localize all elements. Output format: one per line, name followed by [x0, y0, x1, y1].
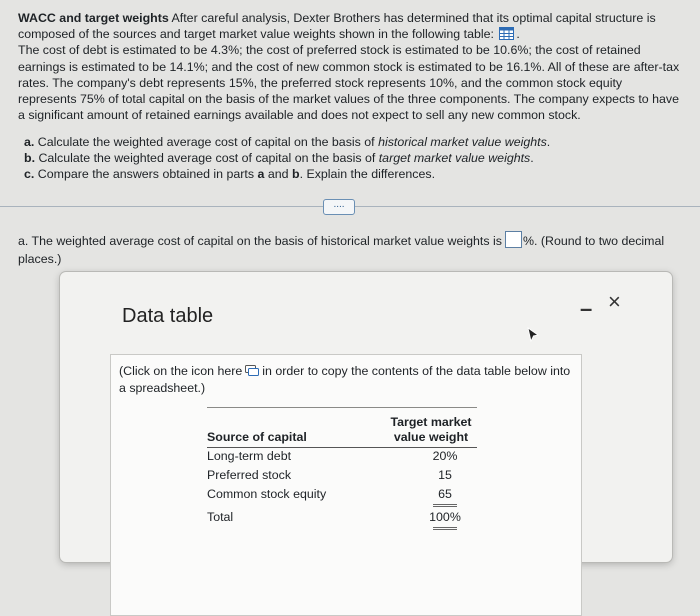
copy-instructions: (Click on the icon here in order to copy the contents of the data table below into a spreadsheet.) — [119, 364, 571, 395]
total-rule-double — [433, 529, 457, 530]
problem-intro-a: After careful analysis, Dexter Brothers has determined that its optimal capital structure is composed of the sources and target market value weights shown in the following table: — [18, 11, 656, 42]
table-row-total: Total 100% — [207, 510, 461, 524]
modal-title: Data table — [122, 305, 214, 327]
header-target-weight: Target market value weight — [390, 415, 472, 444]
header-rule — [207, 447, 477, 448]
part-b: b. Calculate the weighted average cost of capital on the basis of target market value weights. — [24, 151, 534, 166]
part-a: a. Calculate the weighted average cost of capital on the basis of historical market value weights. — [24, 135, 551, 149]
sum-rule — [433, 504, 457, 505]
table-row: Long-term debt 20% — [207, 449, 458, 463]
question-parts-list — [24, 134, 550, 183]
table-grid-icon[interactable] — [499, 27, 514, 40]
data-table-panel — [110, 354, 582, 616]
data-table-modal — [60, 272, 672, 562]
question-a-text: a. The weighted average cost of capital on the basis of historical market value weights is — [18, 234, 502, 248]
close-button[interactable]: × — [608, 289, 621, 314]
total-rule — [433, 527, 457, 528]
problem-statement: WACC and target weights After careful analysis, Dexter Brothers has determined that its optimal capital structure is composed of the sources and target market value weights shown in the following table: . The cost of debt is estimated to be 4.3%; the cost of preferred stock is estimated to be 10.6%; the cost of retained earnings is estimated to be 14.1%; and the cost of new common stock is estimated to be 16.1%. All of these are after-tax rates. The company's debt represents 15%, the preferred stock represents 10%, and the common stock equity represents 75% of total capital on the basis of the market values of the three components. The company expects to have a significant amount of retained earnings available and does not expect to sell any new common stock. — [18, 11, 680, 123]
table-top-rule — [207, 407, 477, 408]
table-row: Preferred stock 15 — [207, 468, 452, 482]
minimize-button[interactable]: – — [580, 296, 593, 321]
question-a — [18, 231, 678, 268]
expand-more-button[interactable]: .... — [323, 199, 355, 215]
sum-rule-double — [433, 506, 457, 507]
header-source: Source of capital — [207, 430, 307, 444]
answer-input[interactable] — [505, 231, 522, 248]
problem-intro-b: The cost of debt is estimated to be 4.3%; the cost of preferred stock is estimated to be 10.6%; the cost of retained earnings is estimated to be 14.1%; and the cost of new common stock is estimated to be 16.1%. All of these are after-tax rates. The company's debt represents 15%, the preferred stock represents 10%, and the common stock equity represents 75% of total capital on the basis of the market values of the three components. The company expects to have a significant amount of retained earnings available and does not expect to sell any new common stock. — [18, 43, 680, 123]
copy-to-spreadsheet-icon[interactable] — [245, 365, 259, 376]
question-a-suffix: %. (Round to two decimal places.) — [18, 234, 665, 266]
table-row: Common stock equity 65 — [207, 487, 452, 501]
part-c: c. Compare the answers obtained in parts a and b. Explain the differences. — [24, 167, 436, 182]
problem-title: WACC and target weights — [18, 11, 169, 25]
mouse-cursor-icon — [526, 326, 540, 344]
